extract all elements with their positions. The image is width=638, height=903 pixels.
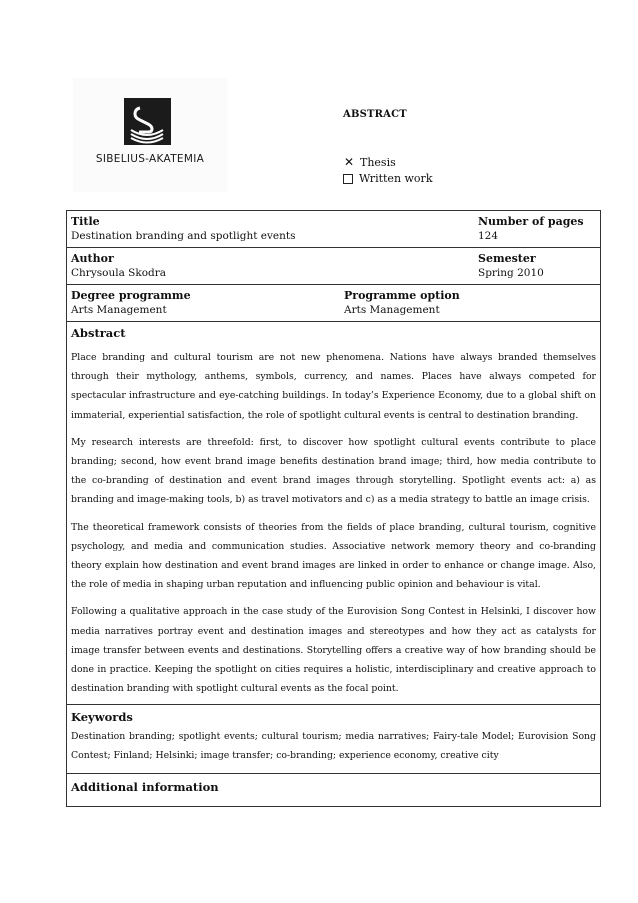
title-value: Destination branding and spotlight events [71, 230, 296, 242]
keywords-value: Destination branding; spotlight events; cultural tourism; media narratives; Fairy-tale Model; Eurovision Song Contest; Finland; Helsinki; image transfer; co-branding; experience economy, creative city [71, 731, 596, 762]
unchecked-box-icon [343, 174, 353, 184]
pages-label: Number of pages [478, 215, 584, 228]
title-row [67, 211, 601, 248]
keywords-label: Keywords [71, 710, 133, 725]
sibelius-academy-logo [73, 78, 227, 192]
abstract-paragraph: Following a qualitative approach in the case study of the Eurovision Song Contest in Helsinki, I discover how media narratives portray event and destination images and stereotypes and how they act as catalysts for image transfer between events and destinations. Storytelling offers a creative way of how branding should be done in practice. Keeping the spotlight on cities requires a holistic, interdisciplinary and creative approach to destination branding with spotlight cultural events as the focal point. [71, 606, 596, 695]
thesis-option [343, 155, 396, 169]
abstract-paragraph: My research interests are threefold: first, to discover how spotlight cultural events contribute to place branding; second, how event brand image benefits destination brand image; third, how media contribute to the co-branding of destination and event brand images through storytelling. Spotlight events act: a) as branding and image-making tools, b) as travel motivators and c) as a media strategy to battle an image crisis. [71, 436, 596, 506]
logo-text: SIBELIUS-AKATEMIA [95, 153, 205, 165]
degree-label: Degree programme [71, 289, 191, 302]
swan-emblem-icon [73, 78, 227, 192]
abstract-paragraph: The theoretical framework consists of theories from the fields of place branding, cultural tourism, cognitive psychology, and media and communication studies. Associative network memory theory and co-branding theory explain how destination and event brand images are linked in order to enhance or change image. Also, the role of media in shaping urban reputation and influencing public opinion and behaviour is vital. [71, 521, 596, 591]
author-row [67, 248, 601, 285]
written-work-label: Written work [359, 172, 433, 185]
abstract-form-table [66, 210, 601, 807]
additional-info-row [67, 774, 601, 807]
abstract-label: Abstract [71, 326, 126, 340]
programme-option-label: Programme option [344, 289, 460, 302]
abstract-heading: ABSTRACT [343, 109, 407, 120]
degree-value: Arts Management [71, 304, 167, 316]
written-work-option [343, 172, 432, 185]
thesis-label: Thesis [360, 155, 396, 169]
degree-row [67, 285, 601, 322]
additional-info-label: Additional information [71, 780, 219, 795]
abstract-row [67, 322, 601, 705]
pages-value: 124 [478, 230, 499, 242]
author-label: Author [71, 252, 114, 265]
title-label: Title [71, 215, 100, 228]
semester-label: Semester [478, 252, 536, 265]
checked-x-icon: ✕ [343, 155, 355, 169]
semester-value: Spring 2010 [478, 267, 544, 279]
abstract-paragraph: Place branding and cultural tourism are not new phenomena. Nations have always branded themselves through their mythology, anthems, symbols, currency, and names. Places have always competed for spectacular infrastructure and eye-catching buildings. In today’s Experience Economy, due to a global shift on immaterial, experiential satisfaction, the role of spotlight cultural events is central to destination branding. [71, 352, 596, 421]
author-value: Chrysoula Skodra [71, 267, 167, 279]
programme-option-value: Arts Management [344, 304, 440, 316]
keywords-row [67, 705, 601, 774]
